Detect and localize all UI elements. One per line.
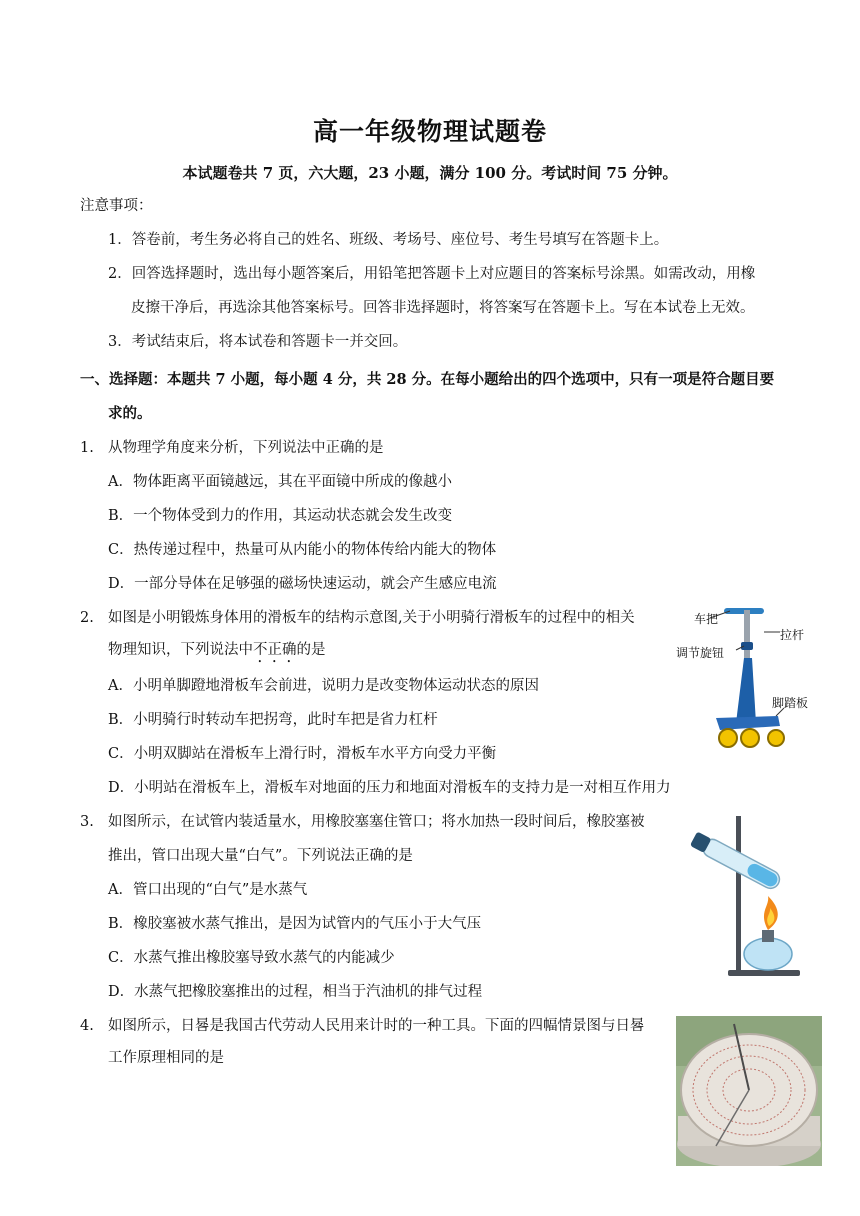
- option-b: B．橡胶塞被水蒸气推出，是因为试管内的气压小于大气压: [108, 916, 482, 932]
- knob-shape: [741, 642, 753, 650]
- label-pedal: 脚踏板: [772, 696, 809, 710]
- option-b: B．一个物体受到力的作用，其运动状态就会发生改变: [108, 508, 453, 524]
- alcohol-lamp-shape: [744, 938, 792, 970]
- heating-apparatus-diagram: [676, 812, 802, 982]
- option-a: A．物体距离平面镜越远，其在平面镜中所成的像越小: [108, 474, 452, 490]
- test-tube-figure: [676, 812, 802, 982]
- question-stem: 如图是小明锻炼身体用的滑板车的结构示意图,关于小明骑行滑板车的过程中的相关: [108, 610, 635, 626]
- question-number: 2.: [80, 610, 94, 626]
- label-handlebar: 车把: [694, 612, 719, 626]
- question-stem-cont: 推出，管口出现大量“白气”。下列说法正确的是: [108, 848, 413, 864]
- option-d: D．水蒸气把橡胶塞推出的过程，相当于汽油机的排气过程: [108, 984, 483, 1000]
- option-a: A．小明单脚蹬地滑板车会前进，说明力是改变物体运动状态的原因: [108, 678, 539, 694]
- notice-heading: 注意事项：: [80, 198, 153, 214]
- section1-heading-cont: 求的。: [108, 405, 152, 422]
- notice-item-3: 3．考试结束后，将本试卷和答题卡一并交回。: [108, 334, 408, 350]
- emphasized-text: 不正确: [253, 642, 297, 658]
- option-c: C．小明双脚站在滑板车上滑行时，滑板车水平方向受力平衡: [108, 746, 497, 762]
- question-number: 3.: [80, 814, 94, 830]
- scooter-diagram: [668, 598, 818, 758]
- wheel-shape: [719, 729, 737, 747]
- question-number: 4.: [80, 1018, 94, 1034]
- question-number: 1.: [80, 440, 94, 456]
- deck-shape: [716, 716, 780, 730]
- wheel-shape: [768, 730, 784, 746]
- option-c: C．水蒸气推出橡胶塞导致水蒸气的内能减少: [108, 950, 395, 966]
- stem-text: 的是: [296, 642, 326, 658]
- option-d: D．小明站在滑板车上，滑板车对地面的压力和地面对滑板车的支持力是一对相互作用力: [108, 780, 671, 796]
- label-pull-rod: 拉杆: [780, 628, 805, 642]
- stand-rod-shape: [736, 816, 741, 974]
- exam-subtitle: 本试题卷共 7 页，六大题，23 小题，满分 100 分。考试时间 75 分钟。: [182, 164, 678, 182]
- option-c: C．热传递过程中，热量可从内能小的物体传给内能大的物体: [108, 542, 497, 558]
- scooter-figure: [668, 598, 818, 758]
- option-b: B．小明骑行时转动车把拐弯，此时车把是省力杠杆: [108, 712, 438, 728]
- notice-item-1: 1．答卷前，考生务必将自己的姓名、班级、考场号、座位号、考生号填写在答题卡上。: [108, 232, 669, 248]
- exam-title: 高一年级物理试题卷: [312, 117, 547, 146]
- stem-shape: [736, 658, 756, 723]
- wheel-shape: [741, 729, 759, 747]
- notice-item-2-cont: 皮擦干净后，再选涂其他答案标号。回答非选择题时，将答案写在答题卡上。写在本试卷上无效。: [131, 300, 755, 316]
- notice-item-2: 2．回答选择题时，选出每小题答案后，用铅笔把答题卡上对应题目的答案标号涂黑。如需改动，用橡: [108, 266, 756, 282]
- option-d: D．一部分导体在足够强的磁场快速运动，就会产生感应电流: [108, 576, 497, 592]
- question-stem: 如图所示，日晷是我国古代劳动人民用来计时的一种工具。下面的四幅情景图与日晷: [108, 1018, 645, 1034]
- question-stem: 从物理学角度来分析，下列说法中正确的是: [108, 440, 384, 456]
- lamp-wick-holder-shape: [762, 930, 774, 942]
- pull-rod-shape: [744, 610, 750, 660]
- question-stem-cont: [108, 640, 326, 666]
- option-a: A．管口出现的“白气”是水蒸气: [108, 882, 308, 898]
- stand-base-shape: [728, 970, 800, 976]
- sundial-image: [676, 1016, 822, 1166]
- sundial-photo: [676, 1016, 822, 1166]
- stem-text: 物理知识，下列说法中: [108, 642, 253, 658]
- question-stem-cont: 工作原理相同的是: [108, 1050, 224, 1066]
- question-stem: 如图所示，在试管内装适量水，用橡胶塞塞住管口；将水加热一段时间后，橡胶塞被: [108, 814, 645, 830]
- label-knob: 调节旋钮: [676, 646, 725, 660]
- section1-heading: 一、选择题：本题共 7 小题，每小题 4 分，共 28 分。在每小题给出的四个选项中，只有一项是符合题目要: [80, 371, 775, 388]
